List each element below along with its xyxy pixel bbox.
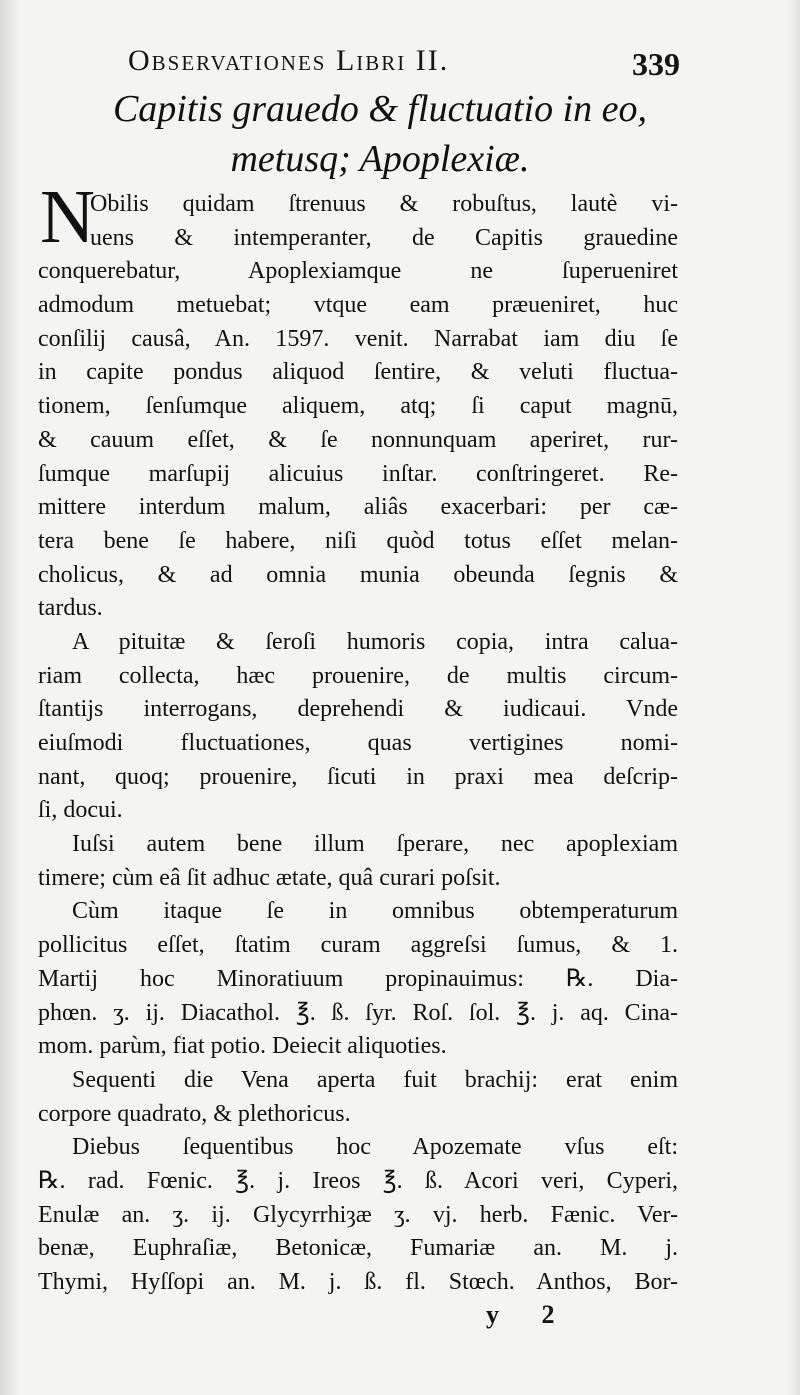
text-line: ſtantijs interrogans, deprehendi & iudicaui. Vnde [38,696,678,723]
chapter-title-line-2: metusq; Apoplexiæ. [230,138,530,180]
chapter-title-line-1: Capitis grauedo & fluctuatio in eo, [112,88,648,130]
text-line: conſilij causâ, An. 1597. venit. Narrabat iam diu ſe [38,325,678,352]
text-line: & cauum eſſet, & ſe nonnunquam aperiret, rur- [38,426,678,453]
text-line: pollicitus eſſet, ſtatim curam aggreſsi ſumus, & 1. [38,932,678,959]
page-number: 339 [632,46,680,82]
text-line: nant, quoq; prouenire, ſicuti in praxi mea deſcrip- [38,763,678,790]
text-line: riam collecta, hæc prouenire, de multis circum- [38,662,678,689]
text-line: admodum metuebat; vtque eam præueniret, huc [38,292,678,319]
text-line: conquerebatur, Apoplexiamque ne ſuperueniret [38,258,678,285]
catchword: y 2 [486,1300,573,1329]
text-line: mittere interdum malum, aliâs exacerbari: per cæ- [38,494,678,521]
body-text [38,188,678,1300]
text-line: mom. parùm, fiat potio. Deiecit aliquoties. [38,1033,447,1060]
text-line: eiuſmodi fluctuationes, quas vertigines nomi- [38,730,678,756]
text-line: in capite pondus aliquod ſentire, & veluti fluctua- [38,359,678,386]
text-line: phœn. ʒ. ij. Diacathol. ℥. ß. ſyr. Roſ. ſol. ℥. j. aq. Cina- [38,999,678,1026]
text-line: Diebus ſequentibus hoc Apozemate vſus eſt: [72,1134,678,1161]
text-line: ſumque marſupij alicuius inſtar. conſtringeret. Re- [38,460,678,487]
running-head: Observationes Libri II. [128,44,450,77]
text-line: Thymi, Hyſſopi an. M. j. ß. fl. Stœch. Anthos, Bor- [38,1269,678,1295]
text-line: Obilis quidam ſtrenuus & robuſtus, lautè vi- [90,191,678,217]
text-line: Sequenti die Vena aperta fuit brachij: erat enim [72,1066,678,1093]
text-line: A pituitæ & ſeroſi humoris copia, intra calua- [72,628,678,655]
text-line: corpore quadrato, & plethoricus. [38,1100,351,1127]
text-line: Enulæ an. ʒ. ij. Glycyrrhiȝæ ʒ. vj. herb. Fænic. Ver- [38,1201,678,1228]
text-line: tardus. [38,595,103,622]
text-line: uens & intemperanter, de Capitis grauedine [90,224,678,251]
text-line: cholicus, & ad omnia munia obeunda ſegnis & [38,561,678,588]
drop-cap: N [40,175,95,259]
text-line: ℞. rad. Fœnic. ℥. j. Ireos ℥. ß. Acori veri, Cyperi, [38,1167,678,1194]
text-line: tera bene ſe habere, niſi quòd totus eſſet melan- [38,527,678,554]
text-line: Iuſsi autem bene illum ſperare, nec apoplexiam [72,831,678,858]
text-line: ſi, docui. [38,797,123,824]
chapter-title [60,84,700,184]
text-line: benæ, Euphraſiæ, Betonicæ, Fumariæ an. M. j. [38,1235,678,1262]
text-line: tionem, ſenſumque aliquem, atq; ſi caput magnū, [38,393,678,420]
text-line: timere; cùm eâ ſit adhuc ætate, quâ curari poſsit. [38,864,501,891]
text-line: Martij hoc Minoratiuum propinauimus: ℞. Dia- [38,965,678,992]
text-line: Cùm itaque ſe in omnibus obtemperaturum [72,898,678,925]
